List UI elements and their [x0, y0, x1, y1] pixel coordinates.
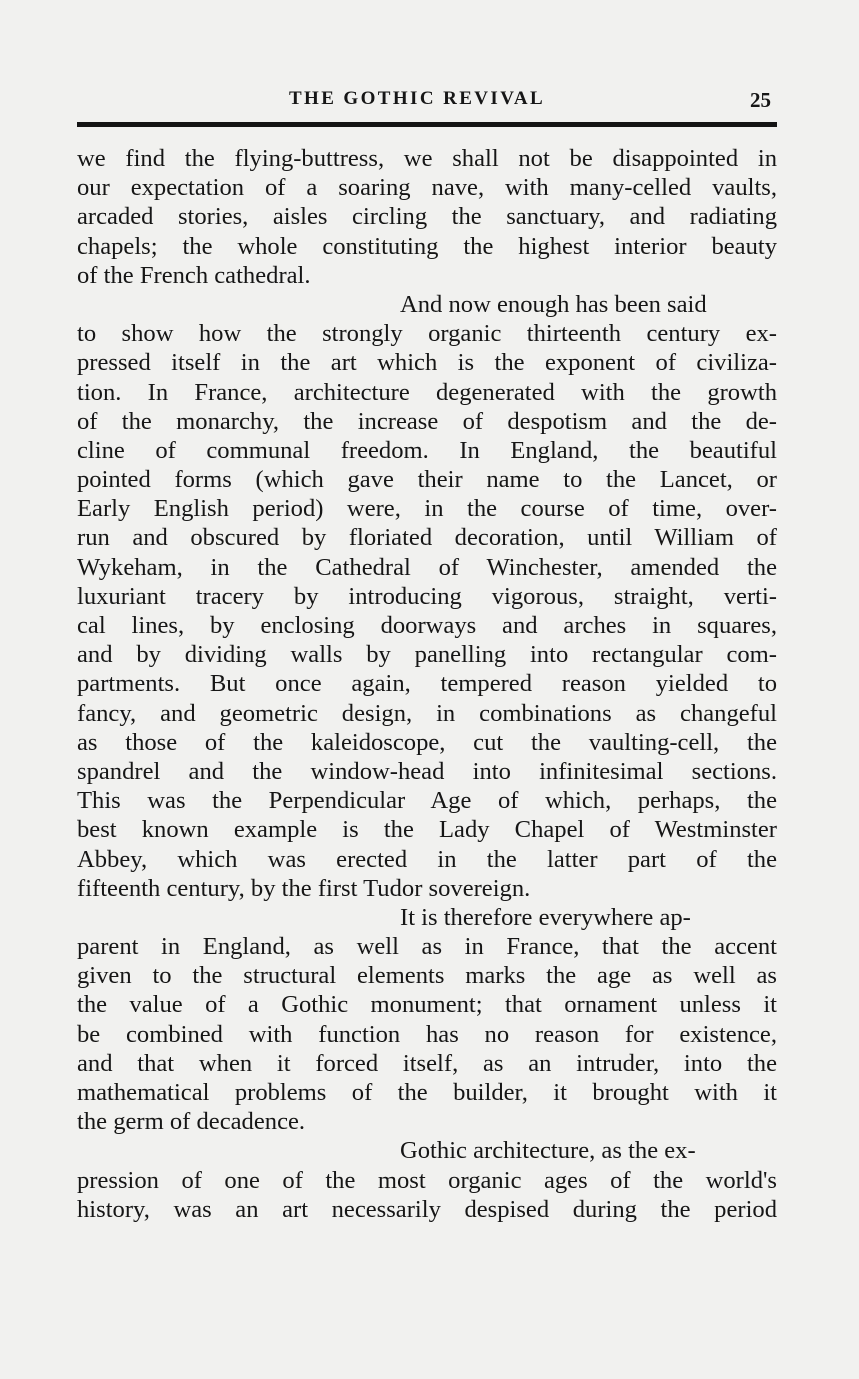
- text-line: arcaded stories, aisles circling the sanctuary, and radiating: [77, 203, 777, 231]
- text-line: Early English period) were, in the course of time, over-: [77, 495, 777, 523]
- text-line: luxuriant tracery by introducing vigorous, straight, verti-: [77, 582, 777, 610]
- text-line: tion. In France, architecture degenerated with the growth: [77, 378, 777, 406]
- text-line: pointed forms (which gave their name to the Lancet, or: [77, 466, 777, 494]
- text-line: history, was an art necessarily despised during the period: [77, 1195, 777, 1223]
- text-line: to show how the strongly organic thirteenth century ex-: [77, 320, 777, 348]
- text-line: run and obscured by floriated decoration, until William of: [77, 524, 777, 552]
- running-head: [77, 88, 777, 120]
- text-line: cline of communal freedom. In England, the beautiful: [77, 436, 777, 464]
- text-line: fifteenth century, by the first Tudor sovereign.: [77, 874, 531, 902]
- text-line: as those of the kaleidoscope, cut the vaulting-cell, the: [77, 728, 777, 756]
- text-line: best known example is the Lady Chapel of Westminster: [77, 816, 777, 844]
- text-line: Wykeham, in the Cathedral of Winchester, amended the: [77, 553, 777, 581]
- text-line: and that when it forced itself, as an intruder, into the: [77, 1049, 777, 1077]
- text-line: fancy, and geometric design, in combinations as changeful: [77, 699, 777, 727]
- text-line: our expectation of a soaring nave, with many-celled vaults,: [77, 174, 777, 202]
- body-text: [77, 144, 777, 1224]
- text-line: the value of a Gothic monument; that ornament unless it: [77, 991, 777, 1019]
- text-line: given to the structural elements marks the age as well as: [77, 962, 777, 990]
- running-title: THE GOTHIC REVIVAL: [288, 88, 546, 109]
- text-line: parent in England, as well as in France, that the accent: [77, 933, 777, 961]
- text-line: mathematical problems of the builder, it brought with it: [77, 1079, 777, 1106]
- text-line: be combined with function has no reason for existence,: [77, 1020, 777, 1048]
- text-line: chapels; the whole constituting the highest interior beauty: [77, 232, 777, 260]
- text-line: the germ of decadence.: [77, 1108, 306, 1136]
- text-line: partments. But once again, tempered reason yielded to: [77, 670, 777, 698]
- text-line: Gothic architecture, as the ex-: [400, 1137, 696, 1165]
- text-line: It is therefore everywhere ap-: [400, 903, 691, 931]
- text-line: And now enough has been said: [400, 290, 707, 318]
- header-rule: [77, 122, 777, 127]
- text-line: cal lines, by enclosing doorways and arches in squares,: [77, 612, 777, 639]
- text-line: and by dividing walls by panelling into rectangular com-: [77, 641, 777, 669]
- text-line: of the monarchy, the increase of despotism and the de-: [77, 407, 777, 435]
- text-line: pressed itself in the art which is the exponent of civiliza-: [77, 349, 777, 377]
- text-line: This was the Perpendicular Age of which, perhaps, the: [77, 787, 777, 815]
- page-number: 25: [750, 88, 771, 112]
- text-line: pression of one of the most organic ages of the world's: [77, 1166, 777, 1194]
- text-line: we find the flying-buttress, we shall not be disappointed in: [77, 145, 777, 172]
- text-line: spandrel and the window-head into infinitesimal sections.: [77, 757, 777, 785]
- text-line: of the French cathedral.: [77, 261, 311, 289]
- text-line: Abbey, which was erected in the latter part of the: [77, 845, 777, 873]
